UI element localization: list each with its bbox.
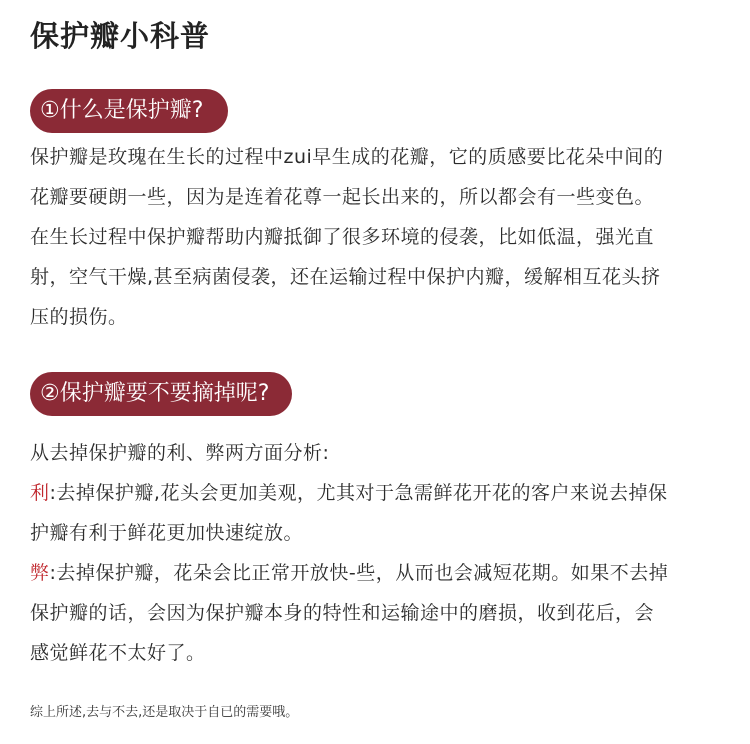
con-line [30,553,720,593]
paragraph-line: 保护瓣是玫瑰在生长的过程中zui早生成的花瓣，它的质感要比花朵中间的 [30,146,664,168]
section-2-heading: ②保护瓣要不要摘掉呢? [30,372,292,416]
pro-line [30,473,720,513]
pro-label: 利 [30,482,50,504]
section-1-heading: ①什么是保护瓣? [30,89,228,133]
con-line: 感觉鲜花不太好了。 [30,642,206,664]
con-text: :去掉保护瓣，花朵会比正常开放快-些，从而也会减短花期。如果不去掉 [49,562,669,584]
paragraph-line: 在生长过程中保护瓣帮助内瓣抵御了很多环境的侵袭，比如低温，强光直 [30,226,655,248]
paragraph-line: 压的损伤。 [30,306,128,328]
footer-note: 综上所述,去与不去,还是取决于自已的需要哦。 [30,705,299,720]
pro-line: 护瓣有利于鲜花更加快速绽放。 [30,522,304,544]
pro-text: :去掉保护瓣,花头会更加美观，尤其对于急需鲜花开花的客户来说去掉保 [49,482,668,504]
con-label: 弊 [30,562,50,584]
paragraph-line: 射，空气干燥,甚至病菌侵袭，还在运输过程中保护内瓣，缓解相互花头挤 [30,266,661,288]
section-1-paragraph [30,137,720,337]
analysis-intro: 从去掉保护瓣的利、弊两方面分析: [30,442,330,464]
con-line: 保护瓣的话，会因为保护瓣本身的特性和运输途中的磨损，收到花后，会 [30,602,655,624]
paragraph-line: 花瓣要硬朗一些，因为是连着花尊一起长出来的，所以都会有一些变色。 [30,186,655,208]
section-2-paragraph [30,433,720,673]
page-title: 保护瓣小科普 [30,19,211,53]
